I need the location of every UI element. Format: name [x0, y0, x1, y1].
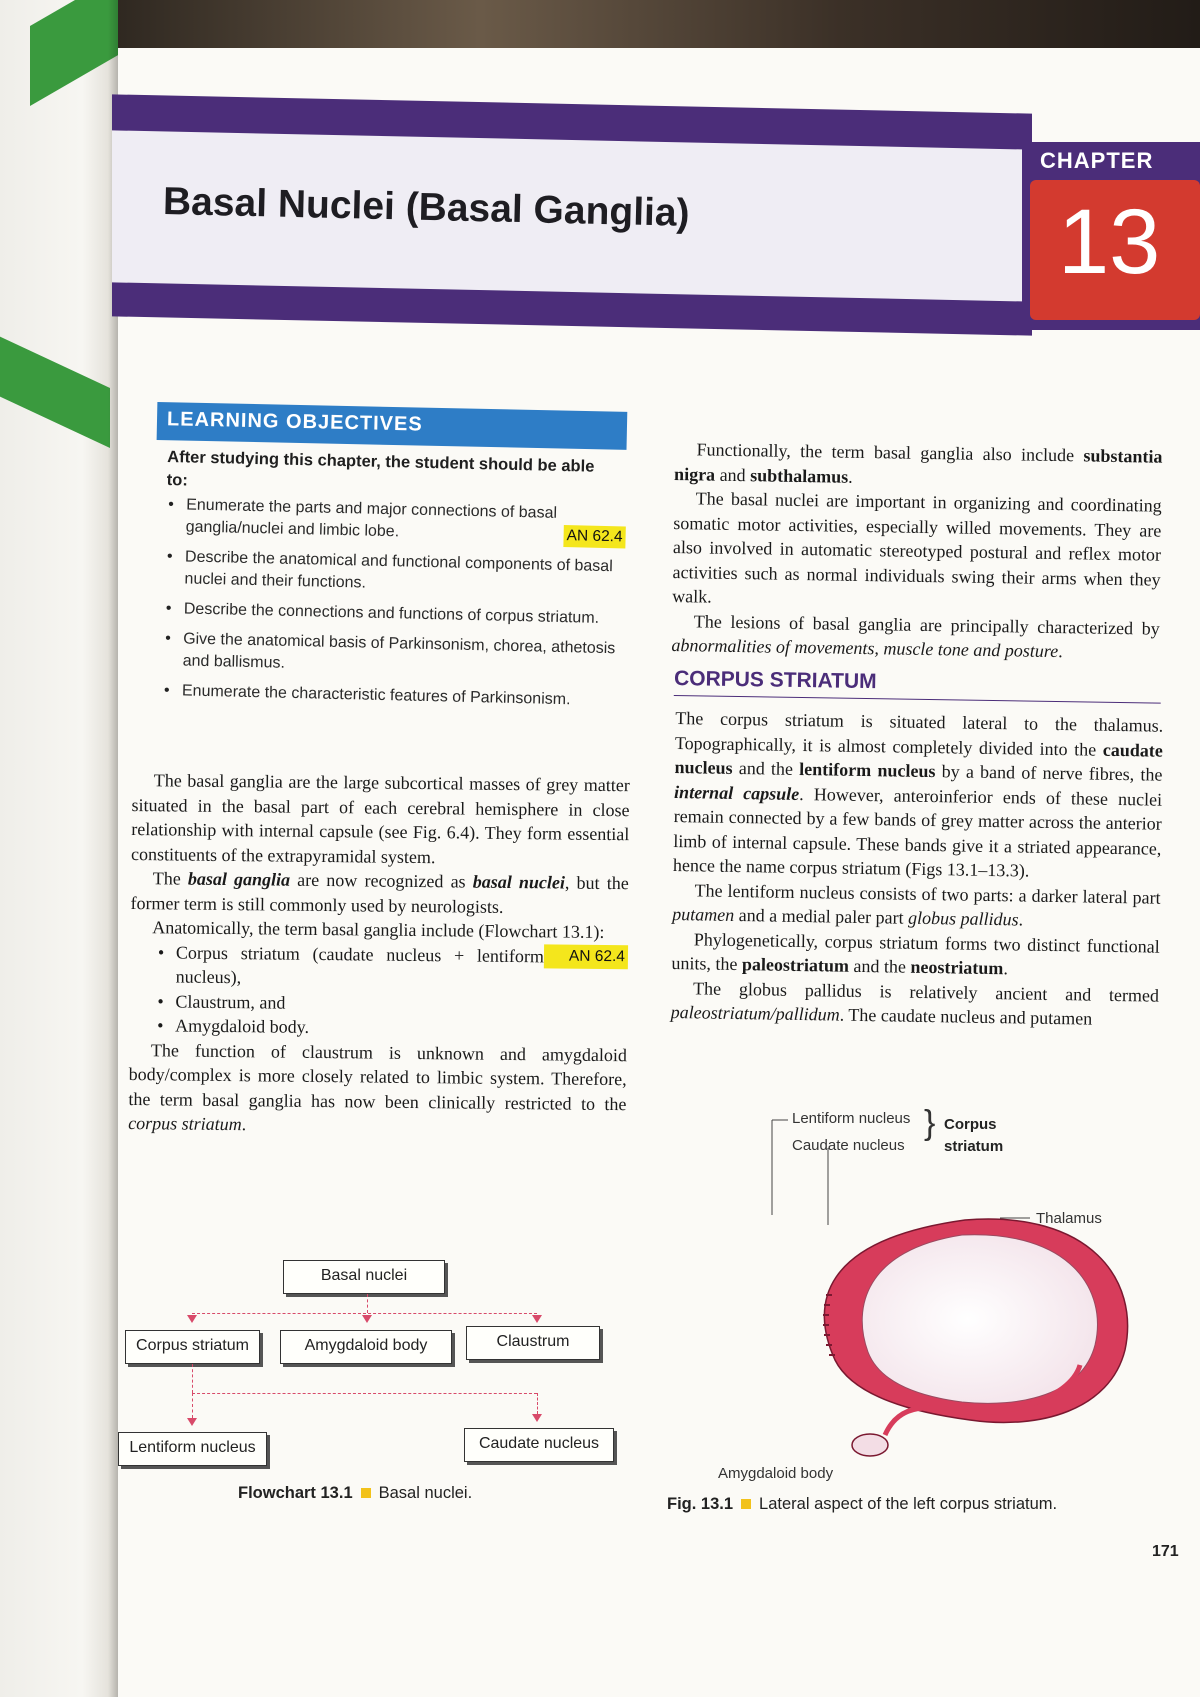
objective-item: • Describe the connections and functions of corpus striatum. [164, 598, 624, 630]
figure-caption: Fig. 13.1 Lateral aspect of the left corpus striatum. [667, 1495, 1058, 1513]
chapter-title: Basal Nuclei (Basal Ganglia) [162, 180, 691, 235]
basal-ganglia-list [129, 940, 628, 1043]
list-item: • Corpus striatum (caudate nucleus + lentiform nucleus), [158, 940, 628, 994]
corpus-striatum-figure [700, 1090, 1180, 1470]
figure-label: Corpus [944, 1116, 997, 1133]
flowchart-arrow [362, 1315, 372, 1323]
paragraph: The globus pallidus is relatively ancient and termed paleostriatum/pallidum. The caudate nucleus and putamen [670, 977, 1160, 1029]
caption-marker-icon [741, 1499, 751, 1509]
flowchart-node: Caudate nucleus [464, 1428, 614, 1462]
flowchart-connector [367, 1294, 368, 1313]
paragraph: The lentiform nucleus consists of two parts: a darker lateral part putamen and a medial paler part globus pallidus. [672, 879, 1161, 930]
competency-code: AN 62.4 [563, 525, 625, 548]
figure-label: striatum [944, 1138, 1004, 1155]
paragraph: Anatomically, the term basal ganglia include (Flowchart 13.1): AN 62.4 [130, 915, 628, 945]
paragraph: Phylogenetically, corpus striatum forms two distinct functional units, the paleostriatum and the neostriatum. [671, 928, 1160, 979]
competency-code: AN 62.4 [544, 944, 628, 969]
flowchart-connector [192, 1393, 193, 1418]
paragraph: The basal ganglia are now recognized as basal nuclei, but the former term is still commonly used by neurologists. [130, 868, 629, 917]
list-item: • Claustrum, and [157, 989, 627, 1018]
caption-marker-icon [361, 1488, 371, 1498]
corpus-striatum-text [670, 706, 1163, 1032]
flowchart-node: Lentiform nucleus [118, 1432, 267, 1466]
paragraph: The basal ganglia are the large subcortical masses of grey matter situated in the basal part of each cerebral hemisphere in close relationship with internal capsule (see Fig. 6.4). They form essential constituents of the extrapyramidal system. [130, 770, 630, 867]
flowchart-arrow [187, 1315, 197, 1323]
flowchart-arrow [187, 1418, 197, 1426]
list-item: • Amygdaloid body. [157, 1013, 627, 1042]
figure-label: Amygdaloid body [718, 1465, 834, 1482]
flowchart-node: Corpus striatum [125, 1330, 260, 1364]
flowchart-arrow [532, 1315, 542, 1323]
paragraph: The function of claustrum is unknown and amygdaloid body/complex is more closely related to limbic system. Therefore, the term basal ganglia has now been clinically restricted to the corpus striatum. [128, 1039, 628, 1135]
learning-objectives-heading: LEARNING OBJECTIVES [166, 408, 423, 436]
learning-objectives-list [162, 494, 627, 720]
paragraph: The corpus striatum is situated lateral to the thalamus. Topographically, it is almost completely divided into the caudate nucleus and the lentiform nucleus by a band of nerve fibres, the internal capsule. However, anteroinferior ends of these nuclei remain connected by a few bands of grey matter across the anterior limb of internal capsule. These bands give it a striated appearance, hence the name corpus striatum (Figs 13.1–13.3). [672, 708, 1164, 881]
figure-label: Caudate nucleus [792, 1137, 905, 1154]
figure-label: Thalamus [1036, 1210, 1102, 1227]
background-top [0, 0, 1200, 48]
flowchart-connector [192, 1393, 537, 1394]
learning-objectives-header [157, 402, 628, 450]
caudate-nucleus-shape [862, 1235, 1097, 1404]
figure-label: Lentiform nucleus [792, 1110, 911, 1127]
previous-page-edge [0, 0, 118, 1697]
paragraph: The basal nuclei are important in organizing and coordinating somatic motor activities, especially willed movements. They are also involved in automatic stereotyped postural and reflex motor activities such as normal individuals swing their arms when they walk. [672, 488, 1162, 607]
brace-icon: } [924, 1104, 936, 1142]
flowchart-root-box: Basal nuclei [283, 1260, 445, 1294]
green-tab [30, 0, 118, 106]
objective-item: • Give the anatomical basis of Parkinsonism, chorea, athetosis and ballismus. [162, 628, 623, 682]
objective-item: • Describe the anatomical and functional components of basal nuclei and their functions. [164, 546, 625, 600]
flowchart-node: Claustrum [466, 1326, 600, 1360]
learning-objectives-intro: After studying this chapter, the student should be able to: [166, 448, 595, 490]
flowchart-arrow [532, 1414, 542, 1422]
chapter-label: CHAPTER [1040, 148, 1154, 173]
flowchart-caption: Flowchart 13.1 Basal nuclei. [238, 1484, 473, 1502]
flowchart-connector [192, 1313, 537, 1314]
left-column-text [128, 768, 630, 1141]
amygdaloid-body-shape [852, 1434, 888, 1456]
flowchart-connector [192, 1364, 193, 1393]
chapter-number: 13 [1058, 191, 1161, 293]
green-tab [0, 332, 110, 448]
paragraph: The lesions of basal ganglia are principally characterized by abnormalities of movements, muscle tone and posture. [671, 610, 1160, 662]
objective-item: • Enumerate the parts and major connections of basal ganglia/nuclei and limbic lobe. AN 62.4 [165, 494, 626, 548]
flowchart-node: Amygdaloid body [280, 1330, 452, 1364]
page-number: 171 [1152, 1543, 1179, 1560]
right-column-text [671, 437, 1162, 665]
paragraph: Functionally, the term basal ganglia also include substantia nigra and subthalamus. [674, 439, 1163, 487]
flowchart-connector [537, 1393, 538, 1414]
objective-item: • Enumerate the characteristic features of Parkinsonism. [162, 680, 622, 712]
section-heading: CORPUS STRIATUM [674, 667, 1161, 704]
